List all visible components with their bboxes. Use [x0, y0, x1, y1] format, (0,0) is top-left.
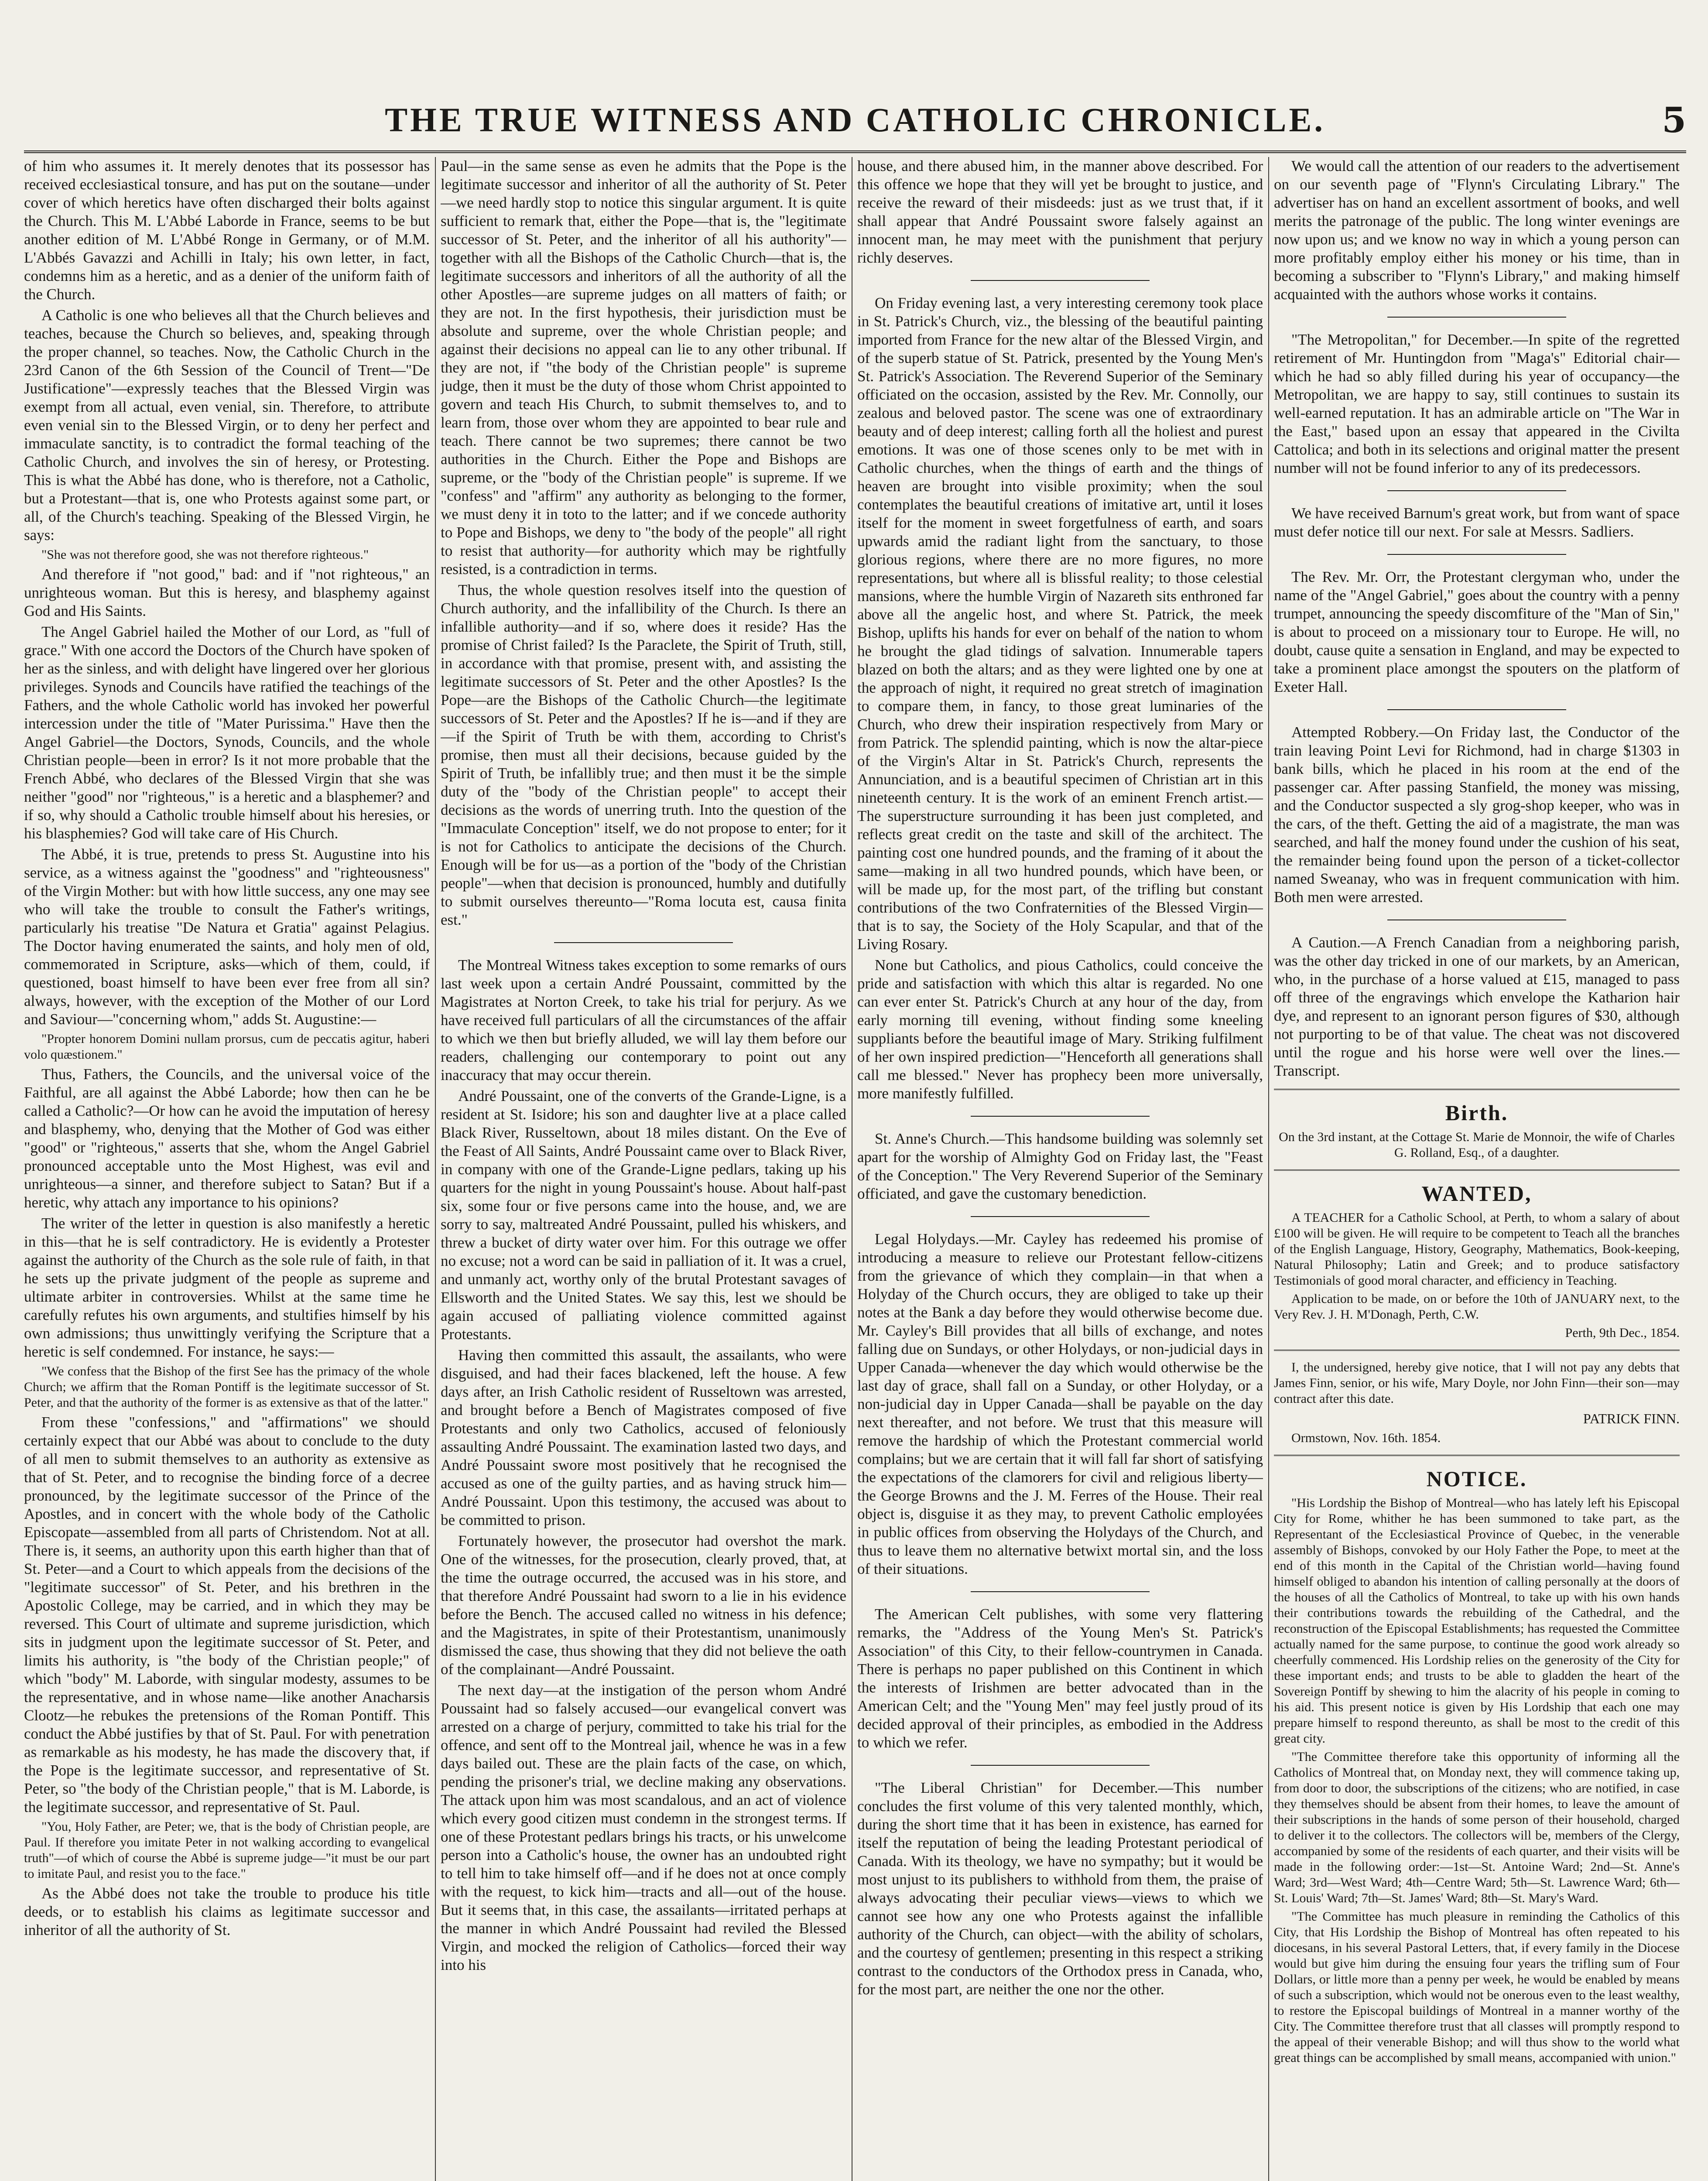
divider	[1274, 1455, 1680, 1456]
paragraph: Having then committed this assault, the assailants, who were disguised, and had their faces blackened, left the house. A few days after, an Irish Catholic resident of Russeltown was arrested, and brought before a Bench of Magistrates composed of five Protestants and only two Catholics, accused of feloniously assaulting André Poussaint. The examination lasted two days, and André Poussaint swore most positively that he recognised the accused as one of the guilty parties, and as having struck him—André Poussaint. Upon this testimony, the accused was about to be committed to prison.	[441, 1347, 846, 1528]
paragraph: André Poussaint, one of the converts of the Grande-Ligne, is a resident at St. Isidore; his son and daughter live at a place called Black River, Russeltown, about 18 miles distant. On the Eve of the Feast of All Saints, André Poussaint came over to Black River, in company with one of the Grande-Ligne pedlars, taking up his quarters for the night in young Poussaint's house. About half-past six, some four or five persons came into the house, and, we are sorry to say, maltreated André Poussaint, pulled his whiskers, and threw a bucket of dirty water over him. For this outrage we offer no excuse; not a word can be said in palliation of it. It was a cruel, and unmanly act, worthy only of the brutal Protestant savages of Ellsworth and the United States. We say this, lest we should be again accused of palliating violence committed against Protestants.	[441, 1087, 846, 1343]
column-rule	[435, 157, 436, 2181]
article-barnum: We have received Barnum's great work, but from want of space must defer notice till our next. For sale at Messrs. Sadliers.	[1274, 505, 1680, 540]
notice-paragraph: "The Committee has much pleasure in reminding the Catholics of this City, that His Lordship the Bishop of Montreal has often repeated to his diocesans, in his several Pastoral Letters, that, if every family in the Diocese would but give him during the ensuing four years the trifling sum of Four Dollars, or little more than a penny per week, he would be enabled by means of such a subscription, which would not be onerous even to the least wealthy, to restore the Episcopal buildings of Montreal in a manner worthy of the City. The Committee therefore trust that all classes will promptly respond to the appeal of their venerable Bishop; and will thus show to the world what great things can be accomplished by small means, accompanied with union."	[1274, 1909, 1680, 2065]
birth-heading: Birth.	[1445, 1101, 1509, 1125]
finn-notice: I, the undersigned, hereby give notice, that I will not pay any debts that James Finn, senior, or his wife, Mary Doyle, nor John Finn—their son—may contract after this date.	[1274, 1360, 1680, 1406]
paragraph: Fortunately however, the prosecutor had overshot the mark. One of the witnesses, for the prosecution, clearly proved, that, at the time the outrage occurred, the accused was in his store, and that therefore André Poussaint had sworn to a lie in his evidence before the Bench. The accused called no witness in his defence; and the Magistrates, in spite of their Protestantism, unanimously dismissed the case, thus showing that they did not believe the oath of the complainant—André Poussaint.	[441, 1532, 846, 1678]
notice-paragraph: "His Lordship the Bishop of Montreal—who has lately left his Episcopal City for Rome, whither he has been summoned to take part, as the Representant of the Ecclesiastical Province of Quebec, in the venerable assembly of Bishops, convoked by our Holy Father the Pope, to meet at the end of this month in the Capital of the Christian world—having found himself obliged to abandon his intention of calling personally at the doors of the houses of all the Catholics of Montreal, to take up with his own hands their contributions towards the rebuilding of the Cathedral, and the reconstruction of the Episcopal Establishments; has requested the Committee actually named for the same purpose, to continue the good work already so cheerfully commenced. His Lordship relies on the generosity of the City for these important ends; and trusts to be able to gladden the heart of the Sovereign Pontiff by shewing to him the alacrity of his people in coming to his aid. This present notice is given by His Lordship that each one may prepare himself to respond thereunto, as shall be most to the credit of this great city.	[1274, 1496, 1680, 1746]
quote: "We confess that the Bishop of the first See has the primacy of the whole Church; we affirm that the Roman Pontiff is the legitimate successor of St. Peter, and that the authority of the former is as extensive as that of the latter."	[24, 1364, 430, 1410]
divider	[971, 280, 1150, 281]
paragraph: The writer of the letter in question is also manifestly a heretic in this—that he is self contradictory. He is evidently a Protester against the authority of the Church as the sole rule of faith, in that he sets up the private judgment of the people as supreme and ultimate arbiter in controversies. Whilst at the same time he carefully refutes his own arguments, and stultifies himself by his own admissions; thus unwittingly verifying the Scripture that a heretic is self condemned. For instance, he says:—	[24, 1215, 430, 1360]
divider	[971, 1765, 1150, 1766]
column-2	[441, 157, 846, 2181]
wanted-date: Perth, 9th Dec., 1854.	[1565, 1326, 1680, 1340]
finn-signature: PATRICK FINN.	[1583, 1411, 1680, 1426]
paragraph: From these "confessions," and "affirmations" we should certainly expect that our Abbé was about to conclude to the duty of all men to submit themselves to an authority as extensive as that of St. Peter, and to recognise the binding force of a decree pronounced, by the legitimate successor of the Prince of the Apostles, and in concert with the whole body of the Catholic Episcopate—assembled from all parts of Christendom. Not at all. There is, it seems, an authority upon this earth higher than that of St. Peter—and a Court to which appeals from the decisions of the "legitimate successor" of St. Peter, and his brethren in the Apostolic College, may be carried, and in which they may be reversed. This Court of ultimate and supreme jurisdiction, which sits in judgment upon the legitimate successor of St. Peter, and limits his authority, is "the body of the Christian people;" of which "body" M. Laborde, with singular modesty, assumes to be the representative, and in whose name—like another Anacharsis Clootz—he rebukes the pretensions of the Roman Pontiff. This conduct the Abbé justifies by that of St. Paul. For with penetration as remarkable as his modesty, he has made the discovery that, if the Pope is the legitimate successor, and representative of St. Peter, so "the body of the Christian people," that is M. Laborde, is the legitimate successor, and representative of St. Paul.	[24, 1414, 430, 1815]
paragraph: The Angel Gabriel hailed the Mother of our Lord, as "full of grace." With one accord the Doctors of the Church have spoken of her as the sinless, and with delight have lingered over her glorious privileges. Synods and Councils have ratified the teachings of the Fathers, and the whole Catholic world has invoked her powerful intercession under the title of "Mater Purissima." Have then the Angel Gabriel—the Doctors, Synods, Councils, and the whole Christian people—been in error? Is it not more probable that the French Abbé, who declares of the Blessed Virgin that she was neither "good" nor "righteous," is a heretic and a blasphemer? and if so, why should a Catholic trouble himself about his heresies, or his blasphemies? God will take care of His Church.	[24, 623, 430, 842]
columns	[24, 157, 1691, 2181]
quote: "She was not therefore good, she was not therefore righteous."	[41, 547, 369, 562]
divider	[1274, 1350, 1680, 1351]
paragraph: Paul—in the same sense as even he admits that the Pope is the legitimate successor and inheritor of all the authority of St. Peter—we need hardly stop to notice this singular argument. It is quite sufficient to remark that, either the Pope—that is, the "legitimate successor of St. Peter, and the inheritor of all his authority"—together with all the Bishops of the Catholic Church—that is, the legitimate successors and inheritors of all the authority of all the other Apostles—are supreme judges on all matters of faith; or they are not. In the first hypothesis, their jurisdiction must be absolute and supreme, over the whole Christian people; and against their decisions no appeal can lie to any other tribunal. If they are not, if "the body of the Christian people" is supreme judge, then it must be the duty of those whom Christ appointed to govern and teach His Church, to submit themselves to, and to learn from, those over whom they are appointed to bear rule and teach. There cannot be two supremes; there cannot be two authorities in the Church. Either the Pope and Bishops are supreme, or the "body of the Christian people" is supreme. If we "confess" and "affirm" any authority as belonging to the former, we must deny it in toto to the latter; and if we concede authority to Pope and Bishops, we deny to "the body of the people" all right to resist that authority—for authority which may be rightfully resisted, is a contradiction in terms.	[441, 157, 846, 578]
divider	[1387, 709, 1566, 710]
article-attempted-robbery: Attempted Robbery.—On Friday last, the Conductor of the train leaving Point Levi for Richmond, had in charge $1303 in bank bills, which he placed in his room at the end of the passenger car. After passing Stanfield, the money was missing, and the Conductor suspected a sly grog-shop keeper, who was in the cars, of the theft. Getting the aid of a magistrate, the man was searched, and half the money found under the cushion of his seat, the remainder being found upon the person of a ticket-collector named Sweanay, who was in frequent communication with him. Both men were arrested.	[1274, 724, 1680, 906]
quote: "Propter honorem Domini nullam prorsus, cum de peccatis agitur, haberi volo quæstionem."	[24, 1032, 430, 1062]
paragraph: None but Catholics, and pious Catholics, could conceive the pride and satisfaction with which this altar is regarded. No one can ever enter St. Patrick's Church at any hour of the day, from early morning till evening, without finding some kneeling suppliants before the beautiful image of Mary. Striking fulfilment of her own inspired prediction—"Henceforth all generations shall call me blessed." Never has prophecy been more universally, more manifestly fulfilled.	[857, 957, 1263, 1102]
article-caution: A Caution.—A French Canadian from a neighboring parish, was the other day tricked in one of our markets, by an American, who, in the purchase of a horse valued at £15, managed to pass off three of the engravings which envelope the Katharion hair dye, and represent to an ignorant person figures of $30, although not purporting to be of that value. The cheat was not discovered until the rogue and his horse were well over the lines.—Transcript.	[1274, 934, 1680, 1079]
page-number: 5	[1662, 99, 1686, 140]
newspaper-title: THE TRUE WITNESS AND CATHOLIC CHRONICLE.	[385, 101, 1325, 139]
article-metropolitan: "The Metropolitan," for December.—In spite of the regretted retirement of Mr. Huntingdon from "Maga's" Editorial chair—which he had so ably filled during his year of occupancy—the Metropolitan, we are happy to say, still continues to sustain its well-earned reputation. It has an admirable article on "The War in the East," based upon an essay that appeared in the Civilta Cattolica; and both in its selections and original matter the present number will not be found inferior to any of its predecessors.	[1274, 331, 1680, 476]
paragraph: house, and there abused him, in the manner above described. For this offence we hope that they will yet be brought to justice, and receive the reward of their misdeeds: just as we trust that, if it shall appear that André Poussaint swore falsely against an innocent man, he may meet with the punishment that perjury richly deserves.	[857, 157, 1263, 266]
birth-notice: On the 3rd instant, at the Cottage St. Marie de Monnoir, the wife of Charles G. Rolland, Esq., of a daughter.	[1279, 1130, 1675, 1160]
wanted-heading: WANTED,	[1421, 1181, 1532, 1206]
divider	[1387, 317, 1566, 318]
divider	[1274, 1169, 1680, 1171]
divider	[1387, 554, 1566, 555]
divider	[1274, 1089, 1680, 1090]
article-legal-holydays: Legal Holydays.—Mr. Cayley has redeemed his promise of introducing a measure to relieve our Protestant fellow-citizens from the grievance of which they complain—in that when a Holyday of the Church occurs, they are obliged to take up their notes at the Bank a day before they would otherwise become due. Mr. Cayley's Bill provides that all bills of exchange, and notes falling due on Sundays, or other Holydays, or non-judicial days in Upper Canada—whenever the day which would otherwise be the last day of grace, shall fall on a Sunday, or other Holyday, or a non-judicial day in Upper Canada—shall be payable on the day next thereafter, and not before. We trust that this measure will remove the hardship of which the Protestant commercial world complains; but we are certain that it will fall far short of satisfying the expectations of the clamorers for civil and religious liberty—the George Browns and the J. M. Ferres of the House. Their real object is, disguise it as they may, to prevent Catholic employées in public offices from observing the Holydays of the Church, and thus to leave them no alternative betwixt mortal sin, and the loss of their situations.	[857, 1231, 1263, 1577]
column-rule	[1268, 157, 1269, 2181]
quote: "You, Holy Father, are Peter; we, that is the body of Christian people, are Paul. If therefore you imitate Peter in not walking according to evangelical truth"—of which of course the Abbé is supreme judge—"it must be our part to imitate Paul, and resist you to the face."	[24, 1819, 430, 1881]
wanted-apply: Application to be made, on or before the 10th of JANUARY next, to the Very Rev. J. H. M'Donagh, Perth, C.W.	[1274, 1292, 1680, 1322]
article-liberal-christian: "The Liberal Christian" for December.—This number concludes the first volume of this very talented monthly, which, during the short time that it has been in existence, has earned for itself the reputation of being the leading Protestant periodical of Canada. With its theology, we have no sympathy; but it would be most unjust to its publishers to withhold from them, the praise of always advocating their peculiar views—views to which we cannot see how any one who Protests against the infallible authority of the Church, can object—with the ability of scholars, and the courtesy of gentlemen; presenting in this respect a striking contrast to the conductors of the Orthodox press in Canada, who, for the most part, are neither the one nor the other.	[857, 1779, 1263, 1998]
column-3	[857, 157, 1263, 2181]
article-st-patricks-church: On Friday evening last, a very interesting ceremony took place in St. Patrick's Church, viz., the blessing of the beautiful painting imported from France for the new altar of the Blessed Virgin, and of the superb statue of St. Patrick, presented by the Young Men's St. Patrick's Association. The Reverend Superior of the Seminary officiated on the occasion, assisted by the Rev. Mr. Connolly, our zealous and beloved pastor. The scene was one of extraordinary beauty and of deep interest; calling forth all the holiest and purest emotions. It was one of those scenes only to be met with in Catholic churches, when the things of earth and the things of heaven are brought into visible proximity; when the soul contemplates the beautiful creations of imitative art, until it loses itself for the moment in sweet forgetfulness of earth, and soars upwards amid the radiant light from the sanctuary, to those glorious regions, where there are no more figures, no more representations, but where all is blissful reality; to those celestial mansions, where the humble Virgin of Nazareth sits enthroned far above all the angelic host, and where St. Patrick, the meek Bishop, uplifts his hands for ever on behalf of the nation to whom he brought the glad tidings of salvation. Innumerable tapers blazed on both the altars; and as they were lighted one by one at the approach of night, it required no great stretch of imagination to compare them, in fancy, to those great luminaries of the Church, who drew their inspiration respectively from Mary or from Patrick. The splendid painting, which is now the altar-piece of the Virgin's Altar in St. Patrick's Church, represents the Annunciation, and is a beautiful specimen of Christian art in this nineteenth century. It is the work of an eminent French artist.—The superstructure surrounding it has been just completed, and reflects great credit on the taste and skill of the architect. The painting cost one hundred pounds, and the framing of it about the same—making in all two hundred pounds, which have been, or will be made up, for the most part, of the trifling but constant contributions of the two Confraternities of the Blessed Virgin—that is to say, the Society of the Holy Scapular, and that of the Living Rosary.	[857, 294, 1263, 953]
column-4	[1274, 157, 1680, 2181]
notice-paragraph: "The Committee therefore take this opportunity of informing all the Catholics of Montreal that, on Monday next, they will commence taking up, from door to door, the subscriptions of the citizens; who are notified, in case they themselves should be absent from their homes, to leave the amount of their subscriptions in the hands of some person of their household, charged to deliver it to the collectors. The collectors will be, members of the Clergy, accompanied by some of the residents of each quarter, and their visits will be made in the following order:—1st—St. Antoine Ward; 2nd—St. Anne's Ward; 3rd—West Ward; 4th—Centre Ward; 5th—St. Lawrence Ward; 6th—St. Louis' Ward; 7th—St. James' Ward; 8th—St. Mary's Ward.	[1274, 1750, 1680, 1905]
divider	[554, 942, 733, 943]
divider	[1387, 490, 1566, 491]
paragraph: A Catholic is one who believes all that the Church believes and teaches, because the Church so believes, and, speaking through the proper channel, so teaches. Now, the Catholic Church in the 23rd Canon of the 6th Session of the Council of Trent—"De Justificatione"—expressly teaches that the Blessed Virgin was exempt from all actual, even venial, sin. Therefore, to attribute even venial sin to the Blessed Virgin, or to deny her perfect and immaculate sanctity, is to contradict the formal teaching of the Catholic Church, and involves the sin of heresy, or Protesting. This is what the Abbé has done, who is therefore, not a Catholic, but a Protestant—that is, one who Protests against some part, or all, of the Church's teaching. Speaking of the Blessed Virgin, he says:	[24, 307, 430, 544]
divider	[971, 1116, 1150, 1117]
finn-date: Ormstown, Nov. 16th. 1854.	[1291, 1431, 1441, 1445]
paragraph: The Abbé, it is true, pretends to press St. Augustine into his service, as a witness against the "goodness" and "righteousness" of the Virgin Mother: but with how little success, any one may see who will take the trouble to consult the Father's writings, particularly his treatise "De Natura et Gratia" against Pelagius. The Doctor having enumerated the saints, and holy men of old, commemorated in Scripture, asks—which of them, could, if questioned, boast himself to have been ever free from all sin? always, however, with the exception of the Mother of our Lord and Saviour—"concerning whom," adds St. Augustine:—	[24, 846, 430, 1028]
paragraph: of him who assumes it. It merely denotes that its possessor has received ecclesiastical tonsure, and has put on the soutane—under cover of which heretics have often discharged their bolts against the Church. This M. L'Abbé Laborde in France, seems to be but another edition of M. L'Abbé Ronge in Germany, or of M.M. L'Abbés Gavazzi and Achilli in Italy; his own letter, in fact, condemns him as a heretic, and as a denier of the uniform faith of the Church.	[24, 157, 430, 303]
notice-heading: NOTICE.	[1426, 1467, 1527, 1491]
paragraph: Thus, Fathers, the Councils, and the universal voice of the Faithful, are all against the Abbé Laborde; how then can he be called a Catholic?—Or how can he avoid the imputation of heresy and blasphemy, who, denying that the Mother of God was either "good" or "righteous," asserts that she, whom the Angel Gabriel pronounced acceptable unto the Most Highest, was evil and unrighteous—a sinner, and therefore subject to Satan? But if a heretic, why attach any importance to his opinions?	[24, 1066, 430, 1211]
article-st-annes-church: St. Anne's Church.—This handsome building was solemnly set apart for the worship of Almighty God on Friday last, the "Feast of the Conception." The Very Reverend Superior of the Seminary officiated, and gave the customary benediction.	[857, 1130, 1263, 1202]
masthead	[24, 94, 1686, 153]
article-montreal-witness: The Montreal Witness takes exception to some remarks of ours last week upon a certain André Poussaint, committed by the Magistrates at Norton Creek, to take his trial for perjury. As we have received full particulars of all the circumstances of the affair to which we then but briefly alluded, we will lay them before our readers, challenging our contemporary to point out any inaccuracy that may occur therein.	[441, 957, 846, 1084]
column-1	[24, 157, 430, 2181]
divider	[971, 1216, 1150, 1217]
paragraph: The next day—at the instigation of the person whom André Poussaint had so falsely accused—our evangelical convert was arrested on a charge of perjury, committed to take his trial for the offence, and sent off to the Montreal jail, whence he was in a few days bailed out. These are the plain facts of the case, on which, pending the prisoner's trial, we decline making any observations. The attack upon him was most scandalous, and an act of violence which every good citizen must condemn in the strongest terms. If one of these Protestant pedlars brings his tracts, or his unwelcome person into a Catholic's house, the owner has an undoubted right to tell him to take himself off—and if he does not at once comply with the request, to kick him—tracts and all—out of the house. But it seems that, in this case, the assailants—irritated perhaps at the manner in which André Poussaint had reviled the Blessed Virgin, and mocked the religion of Catholics—forced their way into his	[441, 1682, 846, 1973]
paragraph: Thus, the whole question resolves itself into the question of Church authority, and the infallibility of the Church. Is there an infallible authority—and if so, where does it reside? Has the promise of Christ failed? Is the Paraclete, the Spirit of Truth, still, in accordance with that promise, present with, and assisting the legitimate successors of St. Peter and the other Apostles? Is the Pope—are the Bishops of the Catholic Church—the legitimate successors of St. Peter and the Apostles? If he is—and if they are—if the Spirit of Truth be with them, according to Christ's promise, then must all their decisions, because guided by the Spirit of Truth, be infallibly true; and then must it be the simple duty of the "body of the Christian people" to accept their decisions as the words of unerring truth. Into the question of the "Immaculate Conception" itself, we do not propose to enter; for it is not for Catholics to anticipate the decisions of the Church. Enough will be for us—as a portion of the "body of the Christian people"—when that decision is pronounced, humbly and dutifully to submit ourselves thereunto—"Roma locuta est, causa finita est."	[441, 581, 846, 928]
wanted-ad: A TEACHER for a Catholic School, at Perth, to whom a salary of about £100 will be given. He will require to be competent to Teach all the branches of the English Language, History, Geography, Mathematics, Book-keeping, Natural Philosophy; Latin and Greek; and to produce satisfactory Testimonials of good moral character, and efficiency in Teaching.	[1274, 1210, 1680, 1288]
divider	[971, 1591, 1150, 1592]
article-american-celt: The American Celt publishes, with some very flattering remarks, the "Address of the Young Men's St. Patrick's Association" of this City, to their fellow-countrymen in Canada. There is perhaps no paper published on this Continent in which the interests of Irishmen are better advocated than in the American Celt; and the "Young Men" may feel justly proud of its decided approval of their principles, as embodied in the Address to which we refer.	[857, 1606, 1263, 1751]
paragraph: As the Abbé does not take the trouble to produce his title deeds, or to establish his claims as legitimate successor and inheritor of all the authority of St.	[24, 1885, 430, 1938]
article-flynns-library: We would call the attention of our readers to the advertisement on our seventh page of "Flynn's Circulating Library." The advertiser has on hand an excellent assortment of books, and well merits the patronage of the public. The long winter evenings are now upon us; and we know no way in which a young person can more profitably employ either his money or his time, than in becoming a subscriber to "Flynn's Library," and making himself acquainted with the authors whose works it contains.	[1274, 157, 1680, 303]
paragraph: And therefore if "not good," bad: and if "not righteous," an unrighteous woman. But this is heresy, and blasphemy against God and His Saints.	[24, 566, 430, 619]
article-rev-orr: The Rev. Mr. Orr, the Protestant clergyman who, under the name of the "Angel Gabriel," goes about the country with a penny trumpet, announcing the speedy discomfiture of the "Man of Sin," is about to proceed on a missionary tour to Europe. He will, no doubt, cause quite a sensation in England, and may be expected to take a prominent place amongst the spouters on the platform of Exeter Hall.	[1274, 568, 1680, 695]
